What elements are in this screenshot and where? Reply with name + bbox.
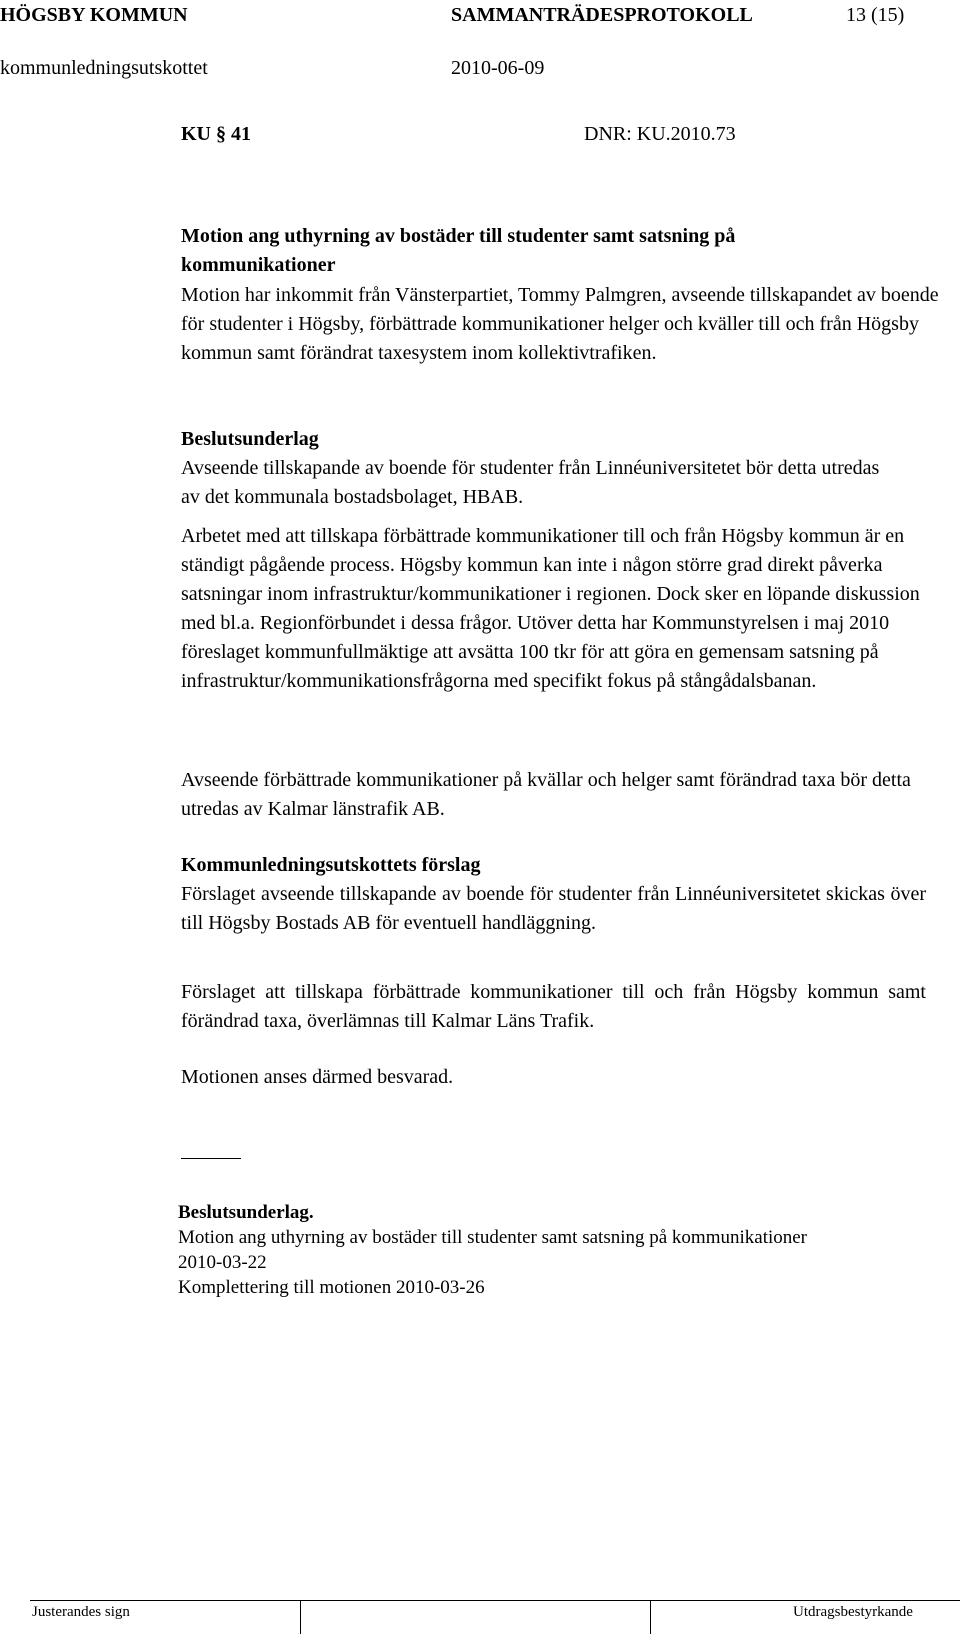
section-id: KU § 41 bbox=[181, 123, 251, 145]
case-number: DNR: KU.2010.73 bbox=[584, 123, 736, 145]
attachment-item: Komplettering till motionen 2010-03-26 bbox=[178, 1277, 485, 1298]
footer-divider bbox=[300, 1600, 301, 1634]
document-type: SAMMANTRÄDESPROTOKOLL bbox=[451, 4, 753, 26]
footer-rule bbox=[30, 1600, 960, 1601]
proposal-heading: Kommunledningsutskottets förslag bbox=[181, 854, 481, 876]
proposal-paragraph-2: Förslaget att tillskapa förbättrade kommunikationer till och från Högsby kommun samt förändrad taxa, överlämnas till Kalmar Läns Trafik. bbox=[181, 981, 926, 1032]
footer-signature-label: Justerandes sign bbox=[32, 1604, 130, 1620]
footer-divider bbox=[650, 1600, 651, 1634]
page-number: 13 (15) bbox=[846, 4, 905, 26]
basis-paragraph-2: Arbetet med att tillskapa förbättrade kommunikationer till och från Högsby kommun är en ständigt pågående process. Högsby kommun kan inte i någon större grad direkt påverka satsningar inom infrastruktur/kommunikationer i regionen. Dock sker en löpande diskussion med bl.a. Regionförbundet i dessa frågor. Utöver detta har Kommunstyrelsen i maj 2010 föreslaget kommunfullmäktige att avsätta 100 tkr för att göra en gemensam satsning på infrastruktur/kommunikationsfrågorna med specifikt fokus på stångådalsbanan. bbox=[181, 525, 920, 692]
separator-rule bbox=[181, 1158, 241, 1159]
basis-paragraph-1: Avseende tillskapande av boende för studenter från Linnéuniversitetet bör detta utredas av det kommunala bostadsbolaget, HBAB. bbox=[181, 457, 880, 508]
attachments-heading: Beslutsunderlag. bbox=[178, 1202, 314, 1223]
meeting-date: 2010-06-09 bbox=[451, 57, 545, 79]
conclusion-text: Motionen anses därmed besvarad. bbox=[181, 1066, 454, 1088]
basis-paragraph-3: Avseende förbättrade kommunikationer på kvällar och helger samt förändrad taxa bör detta utredas av Kalmar länstrafik AB. bbox=[181, 769, 911, 820]
footer-certification-label: Utdragsbestyrkande bbox=[793, 1604, 913, 1620]
page-title: Motion ang uthyrning av bostäder till studenter samt satsning på kommunikationer bbox=[181, 225, 736, 276]
committee-name: kommunledningsutskottet bbox=[0, 57, 208, 79]
intro-paragraph: Motion har inkommit från Vänsterpartiet, Tommy Palmgren, avseende tillskapandet av boende för studenter i Högsby, förbättrade kommunikationer helger och kväller till och från Högsby kommun samt förändrat taxesystem inom kollektivtrafiken. bbox=[181, 284, 939, 364]
attachment-item: Motion ang uthyrning av bostäder till studenter samt satsning på kommunikationer bbox=[178, 1227, 808, 1248]
municipality-name: HÖGSBY KOMMUN bbox=[0, 4, 188, 26]
proposal-paragraph-1: Förslaget avseende tillskapande av boende för studenter från Linnéuniversitetet skickas över till Högsby Bostads AB för eventuell handläggning. bbox=[181, 883, 926, 934]
attachment-item: 2010-03-22 bbox=[178, 1252, 267, 1273]
basis-heading: Beslutsunderlag bbox=[181, 428, 319, 450]
